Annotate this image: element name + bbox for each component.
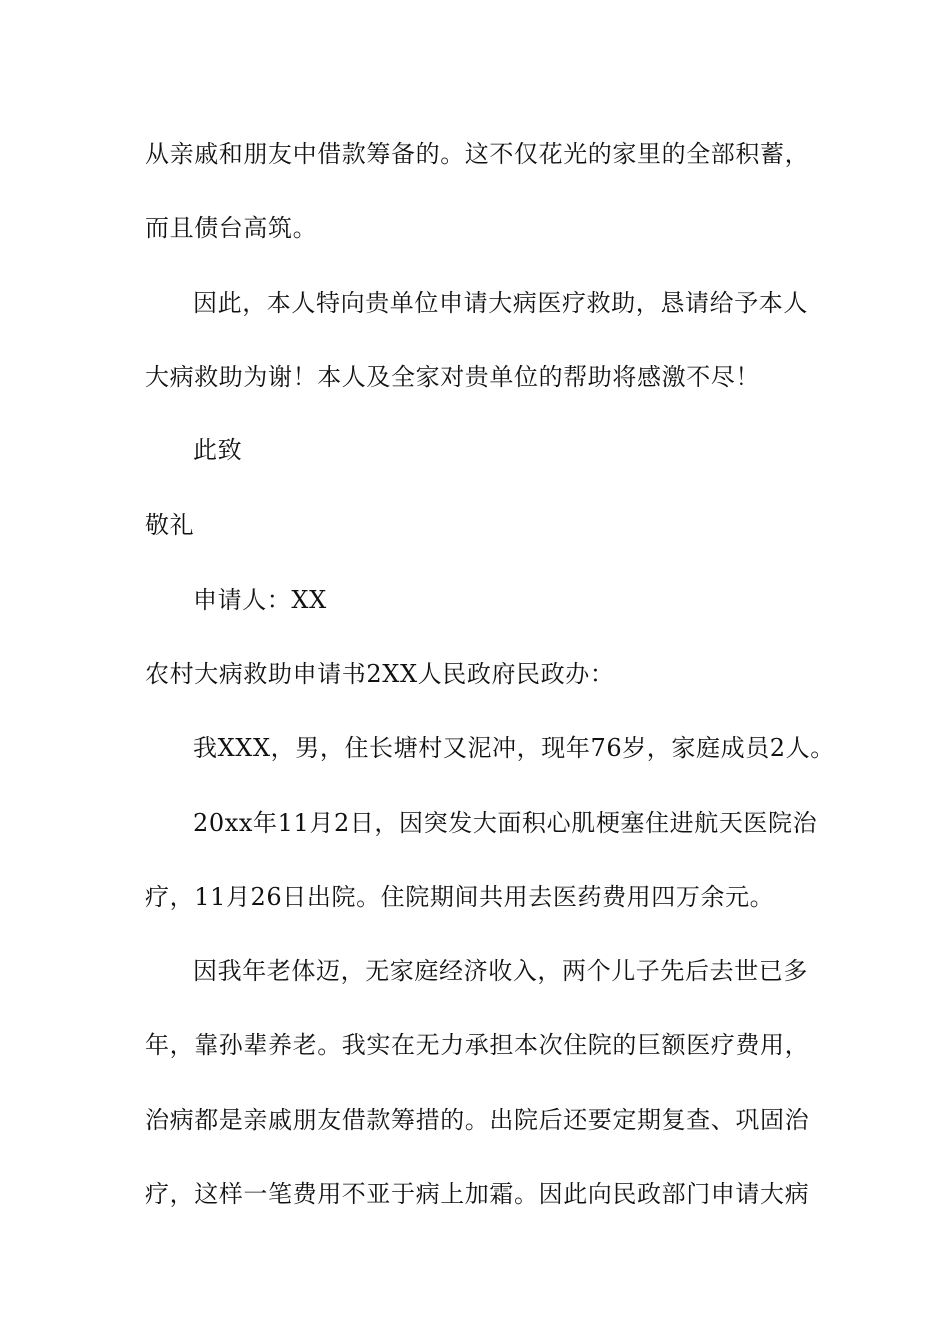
paragraph-line: 而且债台高筑。 (145, 214, 318, 242)
paragraph-line: 从亲戚和朋友中借款筹备的。这不仅花光的家里的全部积蓄， (145, 140, 810, 168)
paragraph-line: 治病都是亲戚朋友借款筹措的。出院后还要定期复查、巩固治 (145, 1106, 810, 1134)
paragraph-line: 疗，11月26日出院。住院期间共用去医药费用四万余元。 (145, 883, 775, 911)
paragraph-line: 年，靠孙辈养老。我实在无力承担本次住院的巨额医疗费用， (145, 1031, 810, 1059)
heading-line: 农村大病救助申请书2XX人民政府民政办： (145, 660, 615, 688)
paragraph-line: 疗，这样一笔费用不亚于病上加霜。因此向民政部门申请大病 (145, 1180, 810, 1208)
paragraph-line: 20xx年11月2日，因突发大面积心肌梗塞住进航天医院治 (193, 809, 818, 837)
closing-line: 敬礼 (145, 511, 195, 539)
paragraph-line: 因此，本人特向贵单位申请大病医疗救助，恳请给予本人 (193, 289, 808, 317)
paragraph-line: 因我年老体迈，无家庭经济收入，两个儿子先后去世已多 (193, 957, 808, 985)
paragraph-line: 我XXX，男，住长塘村又泥冲，现年76岁，家庭成员2人。 (193, 734, 835, 762)
applicant-line: 申请人：XX (193, 586, 327, 614)
paragraph-line: 大病救助为谢！本人及全家对贵单位的帮助将感激不尽！ (145, 363, 760, 391)
salutation-line: 此致 (193, 436, 243, 464)
